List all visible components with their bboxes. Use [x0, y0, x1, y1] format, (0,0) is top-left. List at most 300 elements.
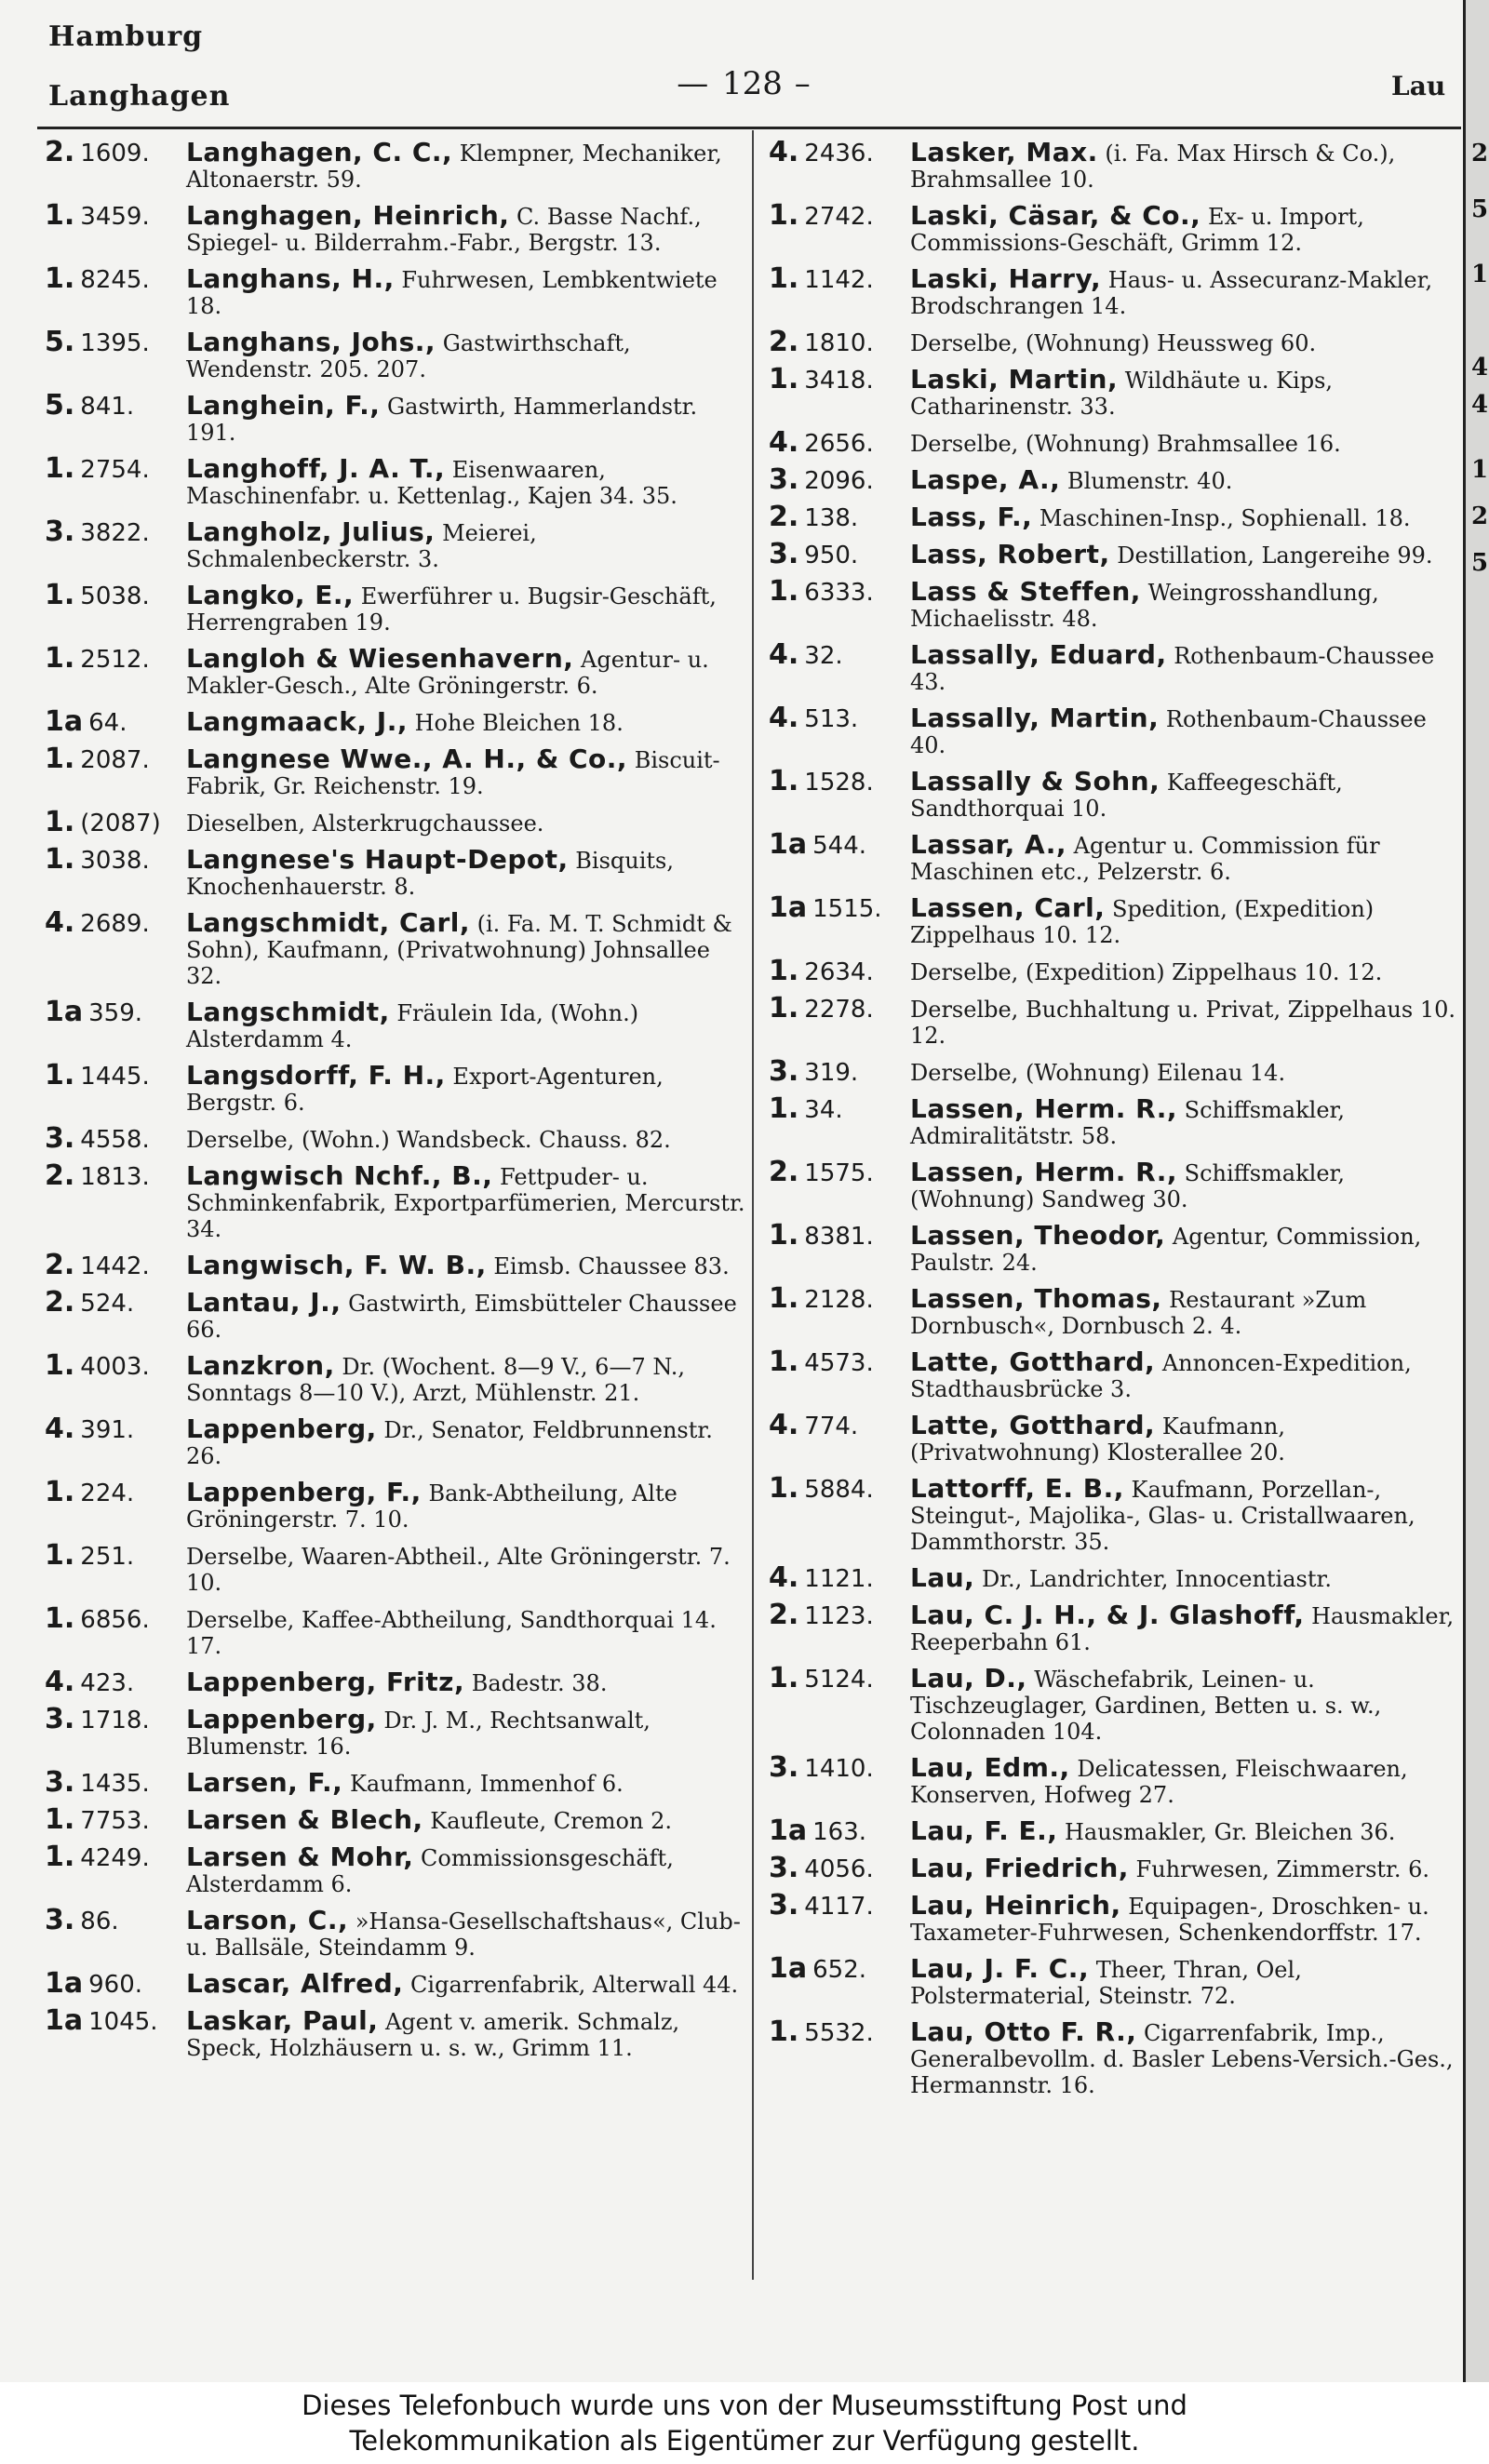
directory-entry [769, 463, 1457, 496]
exchange-group: 4. [45, 1666, 75, 1698]
directory-entry [45, 326, 752, 382]
exchange-group: 1. [45, 843, 75, 876]
entry-phone-number [769, 1952, 908, 1985]
entry-phone-number [769, 1472, 908, 1505]
directory-entry [769, 1815, 1457, 1847]
entry-phone-number [45, 579, 184, 611]
subscriber-name: Lascar, Alfred, [186, 1968, 404, 1999]
exchange-group: 3. [45, 1766, 75, 1799]
exchange-group: 2. [45, 136, 75, 168]
line-number: 2436. [804, 140, 874, 167]
subscriber-name: Lau, [910, 1562, 975, 1593]
directory-entry [769, 1092, 1457, 1149]
footer-line-2: Telekommunikation als Eigentümer zur Verfügung gestellt. [349, 2425, 1140, 2457]
subscriber-name: Langholz, Julius, [186, 516, 436, 547]
line-number: 5038. [80, 583, 150, 610]
directory-entry [45, 1122, 752, 1155]
exchange-group: 1. [769, 1219, 799, 1252]
directory-entry [45, 1703, 752, 1760]
subscriber-details: Kaufleute, Cremon 2. [423, 1808, 672, 1834]
subscriber-details: Eisenwaaren, Maschinenfabr. u. Kettenlag., Kajen 34. 35. [186, 457, 677, 509]
subscriber-details: Bank-Abtheilung, Alte Gröningerstr. 7. 10. [186, 1480, 677, 1533]
subscriber-name: Lau, J. F. C., [910, 1953, 1090, 1984]
directory-entry [45, 1904, 752, 1961]
subscriber-name: Lassen, Thomas, [910, 1283, 1162, 1314]
exchange-group: 3. [769, 1055, 799, 1088]
entry-phone-number [769, 1662, 908, 1694]
subscriber-name: Langnese Wwe., A. H., & Co., [186, 743, 628, 774]
line-number: 1718. [80, 1707, 150, 1734]
exchange-group: 3. [769, 463, 799, 496]
subscriber-name: Lappenberg, F., [186, 1477, 422, 1507]
entry-phone-number [769, 326, 908, 358]
exchange-group: 1. [769, 1092, 799, 1125]
directory-entry [45, 1159, 752, 1242]
entry-phone-number [769, 575, 908, 608]
exchange-group: 1. [769, 363, 799, 395]
subscriber-name: Lass, F., [910, 502, 1033, 532]
directory-entry [769, 1219, 1457, 1276]
exchange-group: 4. [769, 136, 799, 168]
subscriber-name: Latte, Gotthard, [910, 1346, 1156, 1377]
subscriber-details: Dr., Landrichter, Innocentiastr. [974, 1566, 1332, 1592]
exchange-group: 2. [769, 1156, 799, 1188]
subscriber-details: Agentur u. Commission für Maschinen etc., Pelzerstr. 6. [910, 833, 1380, 885]
line-number: 2512. [80, 646, 150, 674]
subscriber-details: Gastwirth, Eimsbütteler Chaussee 66. [186, 1291, 737, 1343]
directory-entry [45, 642, 752, 699]
directory-entry [769, 828, 1457, 885]
line-number: 774. [804, 1413, 859, 1440]
footer-notice [0, 2382, 1489, 2464]
entry-phone-number [769, 1055, 908, 1088]
line-number: 524. [80, 1290, 135, 1318]
subscriber-name: Langhans, H., [186, 263, 395, 294]
entry-phone-number [45, 1059, 184, 1091]
subscriber-name: Langmaack, J., [186, 706, 408, 737]
entry-phone-number [45, 1967, 184, 2000]
directory-entry [769, 1852, 1457, 1884]
directory-entry [769, 501, 1457, 533]
exchange-group: 1. [769, 1346, 799, 1378]
subscriber-details: Maschinen-Insp., Sophienall. 18. [1032, 505, 1411, 531]
subscriber-name: Langwisch, F. W. B., [186, 1250, 487, 1280]
line-number: 3038. [80, 847, 150, 875]
subscriber-name: Laspe, A., [910, 464, 1061, 495]
subscriber-name: Langloh & Wiesenhavern, [186, 643, 574, 674]
page-number-value: 128 [722, 65, 783, 102]
directory-entry [45, 2004, 752, 2061]
entry-phone-number [769, 1156, 908, 1188]
exchange-group: 1a [45, 2004, 84, 2037]
directory-entry [769, 1889, 1457, 1946]
line-number: 3418. [804, 367, 874, 395]
directory-entry [769, 538, 1457, 570]
adjacent-page-edge [1463, 0, 1489, 2382]
directory-entry [769, 1156, 1457, 1212]
subscriber-name: Lau, Heinrich, [910, 1890, 1121, 1921]
entry-phone-number [45, 996, 184, 1028]
directory-entry [45, 262, 752, 319]
entry-phone-number [45, 262, 184, 295]
entry-phone-number [769, 1815, 908, 1847]
exchange-group: 4. [769, 638, 799, 671]
entry-phone-number [45, 389, 184, 422]
directory-entry [769, 136, 1457, 193]
line-number: 8245. [80, 266, 150, 294]
entry-phone-number [45, 806, 184, 838]
exchange-group: 1. [45, 642, 75, 675]
exchange-group: 1. [45, 579, 75, 611]
header-divider [37, 127, 1461, 129]
exchange-group: 1. [45, 199, 75, 232]
right-column [769, 136, 1457, 2109]
line-number: 1045. [88, 2008, 158, 2036]
line-number: 2689. [80, 910, 150, 938]
entry-phone-number [45, 452, 184, 485]
line-number: 7753. [80, 1807, 150, 1835]
exchange-group: 1. [45, 1841, 75, 1873]
line-number: 64. [88, 709, 127, 737]
directory-entry [45, 1539, 752, 1596]
line-number: 5124. [804, 1666, 874, 1694]
subscriber-details: Derselbe, Kaffee-Abtheilung, Sandthorquai 14. 17. [186, 1607, 717, 1659]
line-number: 6856. [80, 1606, 150, 1634]
line-number: 138. [804, 504, 859, 532]
subscriber-name: Latte, Gotthard, [910, 1410, 1156, 1440]
line-number: 319. [804, 1059, 859, 1087]
directory-entry [769, 1561, 1457, 1594]
entry-phone-number [45, 1122, 184, 1155]
subscriber-name: Lau, F. E., [910, 1815, 1058, 1846]
exchange-group: 1. [45, 1539, 75, 1572]
subscriber-details: Bisquits, Knochenhauerstr. 8. [186, 848, 674, 900]
exchange-group: 1. [45, 1476, 75, 1508]
line-number: 1410. [804, 1755, 874, 1783]
exchange-group: 2. [769, 326, 799, 358]
subscriber-details: Derselbe, (Wohn.) Wandsbeck. Chauss. 82. [186, 1127, 671, 1153]
exchange-group: 1. [769, 199, 799, 232]
line-number: 86. [80, 1908, 119, 1935]
exchange-group: 1. [769, 2015, 799, 2048]
exchange-group: 3. [769, 1852, 799, 1884]
directory-entry [45, 1967, 752, 2000]
line-number: 2742. [804, 203, 874, 231]
subscriber-details: Schiffsmakler, (Wohnung) Sandweg 30. [910, 1160, 1345, 1212]
subscriber-name: Lasker, Max. [910, 137, 1098, 167]
line-number: 4573. [804, 1349, 874, 1377]
line-number: 2096. [804, 467, 874, 495]
subscriber-name: Langsdorff, F. H., [186, 1060, 446, 1091]
adjacent-page-glyph: 5 [1471, 195, 1489, 223]
subscriber-details: Dieselben, Alsterkrugchaussee. [186, 810, 544, 837]
adjacent-page-glyph: 1 [1471, 261, 1489, 288]
directory-entry [45, 705, 752, 738]
entry-phone-number [769, 1889, 908, 1922]
subscriber-details: Hohe Bleichen 18. [407, 710, 624, 736]
line-number: 1442. [80, 1252, 150, 1280]
exchange-group: 1a [769, 1952, 808, 1985]
exchange-group: 1. [769, 1282, 799, 1315]
exchange-group: 1a [45, 1967, 84, 2000]
header-right-keyword: Lau [1391, 71, 1446, 101]
subscriber-details: Equipagen-, Droschken- u. Taxameter-Fuhrwesen, Schenkendorffstr. 17. [910, 1894, 1429, 1946]
subscriber-name: Lappenberg, [186, 1413, 377, 1444]
entry-phone-number [45, 705, 184, 738]
exchange-group: 1. [769, 575, 799, 608]
exchange-group: 3. [769, 1751, 799, 1784]
directory-entry [769, 1409, 1457, 1466]
subscriber-details: Blumenstr. 40. [1060, 468, 1233, 494]
subscriber-name: Lappenberg, [186, 1704, 377, 1734]
subscriber-details: Derselbe, (Wohnung) Brahmsallee 16. [910, 431, 1341, 457]
subscriber-details: Cigarrenfabrik, Alterwall 44. [403, 1972, 739, 1998]
adjacent-page-glyph: 2 [1471, 502, 1489, 530]
directory-entry [45, 1803, 752, 1836]
entry-phone-number [769, 1852, 908, 1884]
line-number: 1810. [804, 329, 874, 357]
entry-phone-number [769, 1219, 908, 1252]
subscriber-details: Restaurant »Zum Dornbusch«, Dornbusch 2. 4. [910, 1287, 1367, 1339]
line-number: 1435. [80, 1770, 150, 1798]
directory-entry [769, 955, 1457, 987]
exchange-group: 1a [769, 828, 808, 861]
subscriber-name: Langhoff, J. A. T., [186, 453, 446, 484]
subscriber-name: Larson, C., [186, 1905, 349, 1935]
entry-phone-number [45, 1841, 184, 1873]
line-number: 4117. [804, 1893, 874, 1921]
subscriber-details: Kaufmann, Immenhof 6. [342, 1771, 624, 1797]
entry-phone-number [769, 2015, 908, 2048]
exchange-group: 5. [45, 326, 75, 358]
adjacent-page-glyph: 4 [1471, 391, 1489, 419]
adjacent-page-glyph: 5 [1471, 549, 1489, 577]
subscriber-name: Langnese's Haupt-Depot, [186, 844, 569, 875]
entry-phone-number [45, 642, 184, 675]
directory-entry [769, 1662, 1457, 1745]
line-number: 2754. [80, 456, 150, 484]
line-number: 652. [812, 1956, 867, 1984]
directory-entry [45, 199, 752, 256]
exchange-group: 1. [769, 1472, 799, 1505]
exchange-group: 1. [45, 452, 75, 485]
subscriber-name: Lau, Otto F. R., [910, 2016, 1137, 2047]
subscriber-name: Langwisch Nchf., B., [186, 1160, 493, 1191]
line-number: 4056. [804, 1855, 874, 1883]
subscriber-name: Lassally, Martin, [910, 703, 1160, 733]
directory-entry [45, 1249, 752, 1281]
directory-entry [769, 1055, 1457, 1088]
exchange-group: 1. [45, 1349, 75, 1382]
line-number: 1123. [804, 1602, 874, 1630]
column-divider [752, 130, 754, 2280]
entry-phone-number [45, 1286, 184, 1319]
exchange-group: 1. [45, 806, 75, 838]
line-number: 3459. [80, 203, 150, 231]
entry-phone-number [45, 1602, 184, 1635]
entry-phone-number [45, 1159, 184, 1192]
subscriber-name: Langko, E., [186, 580, 355, 610]
subscriber-details: Destillation, Langereihe 99. [1109, 542, 1433, 569]
entry-phone-number [769, 363, 908, 395]
directory-entry [769, 1282, 1457, 1339]
entry-phone-number [45, 743, 184, 775]
line-number: 163. [812, 1818, 867, 1846]
entry-phone-number [45, 1703, 184, 1735]
subscriber-details: Dr. J. M., Rechtsanwalt, Blumenstr. 16. [186, 1707, 651, 1760]
subscriber-details: Klempner, Mechaniker, Altonaerstr. 59. [186, 141, 722, 193]
subscriber-details: Theer, Thran, Oel, Polstermaterial, Steinstr. 72. [910, 1957, 1302, 2009]
exchange-group: 1. [45, 1602, 75, 1635]
adjacent-page-glyph: 4 [1471, 354, 1489, 382]
exchange-group: 1a [769, 1815, 808, 1847]
adjacent-page-glyph: 1 [1471, 456, 1489, 484]
line-number: 34. [804, 1096, 843, 1124]
subscriber-name: Lass, Robert, [910, 539, 1110, 569]
directory-entry [45, 996, 752, 1052]
entry-phone-number [769, 1599, 908, 1631]
subscriber-name: Langschmidt, [186, 997, 390, 1027]
subscriber-name: Langhagen, Heinrich, [186, 200, 510, 231]
line-number: 1142. [804, 266, 874, 294]
directory-entry [45, 452, 752, 509]
subscriber-name: Langschmidt, Carl, [186, 907, 470, 938]
entry-phone-number [45, 1904, 184, 1936]
subscriber-details: (i. Fa. Max Hirsch & Co.), Brahmsallee 10. [910, 141, 1396, 193]
subscriber-details: Gastwirth, Hammerlandstr. 191. [186, 394, 698, 446]
directory-entry [45, 1841, 752, 1897]
line-number: 5884. [804, 1476, 874, 1504]
line-number: 1813. [80, 1163, 150, 1191]
entry-phone-number [769, 992, 908, 1024]
adjacent-page-glyph: 2 [1471, 140, 1489, 167]
entry-phone-number [45, 906, 184, 939]
entry-phone-number [769, 199, 908, 232]
entry-phone-number [769, 501, 908, 533]
entry-phone-number [45, 1666, 184, 1698]
subscriber-details: Hausmakler, Gr. Bleichen 36. [1057, 1819, 1396, 1845]
entry-phone-number [769, 1282, 908, 1315]
directory-entry [45, 1602, 752, 1659]
line-number: 2128. [804, 1286, 874, 1314]
directory-entry [769, 1599, 1457, 1655]
subscriber-details: Dr. (Wochent. 8—9 V., 6—7 N., Sonntags 8—10 V.), Arzt, Mühlenstr. 21. [186, 1354, 686, 1406]
exchange-group: 1. [769, 765, 799, 797]
directory-entry [45, 1476, 752, 1533]
subscriber-details: Meierei, Schmalenbeckerstr. 3. [186, 520, 537, 572]
subscriber-name: Lassen, Herm. R., [910, 1157, 1178, 1187]
directory-entry [45, 1413, 752, 1469]
subscriber-details: Rothenbaum-Chaussee 40. [910, 706, 1427, 758]
entry-phone-number [769, 136, 908, 168]
subscriber-name: Laski, Cäsar, & Co., [910, 200, 1201, 231]
subscriber-name: Langhein, F., [186, 390, 381, 421]
subscriber-details: (i. Fa. M. T. Schmidt & Sohn), Kaufmann, (Privatwohnung) Johnsallee 32. [186, 911, 732, 989]
line-number: 1515. [812, 895, 882, 923]
entry-phone-number [45, 136, 184, 168]
line-number: 4558. [80, 1126, 150, 1154]
line-number: 841. [80, 393, 135, 421]
directory-entry [45, 579, 752, 636]
exchange-group: 4. [769, 702, 799, 734]
subscriber-details: Annoncen-Expedition, Stadthausbrücke 3. [910, 1350, 1412, 1402]
subscriber-name: Langhagen, C. C., [186, 137, 453, 167]
directory-entry [769, 426, 1457, 459]
subscriber-details: Spedition, (Expedition) Zippelhaus 10. 12. [910, 896, 1375, 948]
entry-phone-number [45, 1803, 184, 1836]
subscriber-details: Badestr. 38. [464, 1670, 608, 1696]
line-number: 544. [812, 832, 867, 860]
directory-entry [769, 765, 1457, 822]
directory-entry [769, 326, 1457, 358]
entry-phone-number [45, 1476, 184, 1508]
exchange-group: 2. [45, 1249, 75, 1281]
subscriber-name: Lassen, Herm. R., [910, 1093, 1178, 1124]
subscriber-name: Larsen, F., [186, 1767, 343, 1798]
entry-phone-number [769, 538, 908, 570]
subscriber-details: Schiffsmakler, Admiralitätstr. 58. [910, 1097, 1345, 1149]
exchange-group: 4. [45, 1413, 75, 1445]
directory-entry [769, 363, 1457, 420]
subscriber-details: Ewerführer u. Bugsir-Geschäft, Herrengraben 19. [186, 583, 717, 636]
subscriber-details: Fuhrwesen, Lembkentwiete 18. [186, 267, 718, 319]
line-number: 1528. [804, 769, 874, 797]
directory-entry [45, 136, 752, 193]
line-number: 1575. [804, 1159, 874, 1187]
line-number: 513. [804, 705, 859, 733]
subscriber-name: Lau, C. J. H., & J. Glashoff, [910, 1600, 1305, 1630]
exchange-group: 1. [45, 262, 75, 295]
exchange-group: 2. [45, 1159, 75, 1192]
subscriber-details: Derselbe, (Wohnung) Heussweg 60. [910, 330, 1317, 356]
directory-entry [769, 1952, 1457, 2009]
subscriber-details: Fettpuder- u. Schminkenfabrik, Exportparfümerien, Mercurstr. 34. [186, 1164, 745, 1242]
subscriber-name: Lassen, Carl, [910, 892, 1106, 923]
entry-phone-number [769, 638, 908, 671]
subscriber-details: Derselbe, (Expedition) Zippelhaus 10. 12. [910, 959, 1383, 985]
directory-entry [769, 1751, 1457, 1808]
entry-phone-number [769, 955, 908, 987]
subscriber-details: Gastwirthschaft, Wendenstr. 205. 207. [186, 330, 631, 382]
line-number: 960. [88, 1971, 143, 1999]
subscriber-details: Biscuit-Fabrik, Gr. Reichenstr. 19. [186, 747, 720, 799]
subscriber-details: »Hansa-Gesellschaftshaus«, Club- u. Ballsäle, Steindamm 9. [186, 1908, 741, 1961]
subscriber-details: Haus- u. Assecuranz-Makler, Brodschrangen 14. [910, 267, 1433, 319]
directory-entry [45, 1666, 752, 1698]
line-number: 2634. [804, 958, 874, 986]
directory-entry [45, 1286, 752, 1343]
subscriber-details: Derselbe, Buchhaltung u. Privat, Zippelhaus 10. 12. [910, 997, 1455, 1049]
entry-phone-number [45, 1539, 184, 1572]
exchange-group: 1. [769, 262, 799, 295]
directory-entry [769, 638, 1457, 695]
subscriber-details: Fuhrwesen, Zimmerstr. 6. [1128, 1856, 1430, 1882]
directory-entry [45, 806, 752, 838]
directory-entry [769, 992, 1457, 1049]
line-number: 359. [88, 999, 143, 1027]
exchange-group: 4. [769, 1561, 799, 1594]
exchange-group: 1. [769, 1662, 799, 1694]
subscriber-name: Lassally, Eduard, [910, 639, 1167, 670]
subscriber-name: Lau, Edm., [910, 1752, 1070, 1783]
subscriber-name: Lass & Steffen, [910, 576, 1141, 607]
subscriber-name: Lanzkron, [186, 1350, 335, 1381]
line-number: 391. [80, 1416, 135, 1444]
subscriber-details: Kaufmann, (Privatwohnung) Klosterallee 20. [910, 1413, 1286, 1466]
line-number: (2087) [80, 810, 161, 837]
entry-phone-number [769, 1409, 908, 1441]
entry-phone-number [45, 843, 184, 876]
